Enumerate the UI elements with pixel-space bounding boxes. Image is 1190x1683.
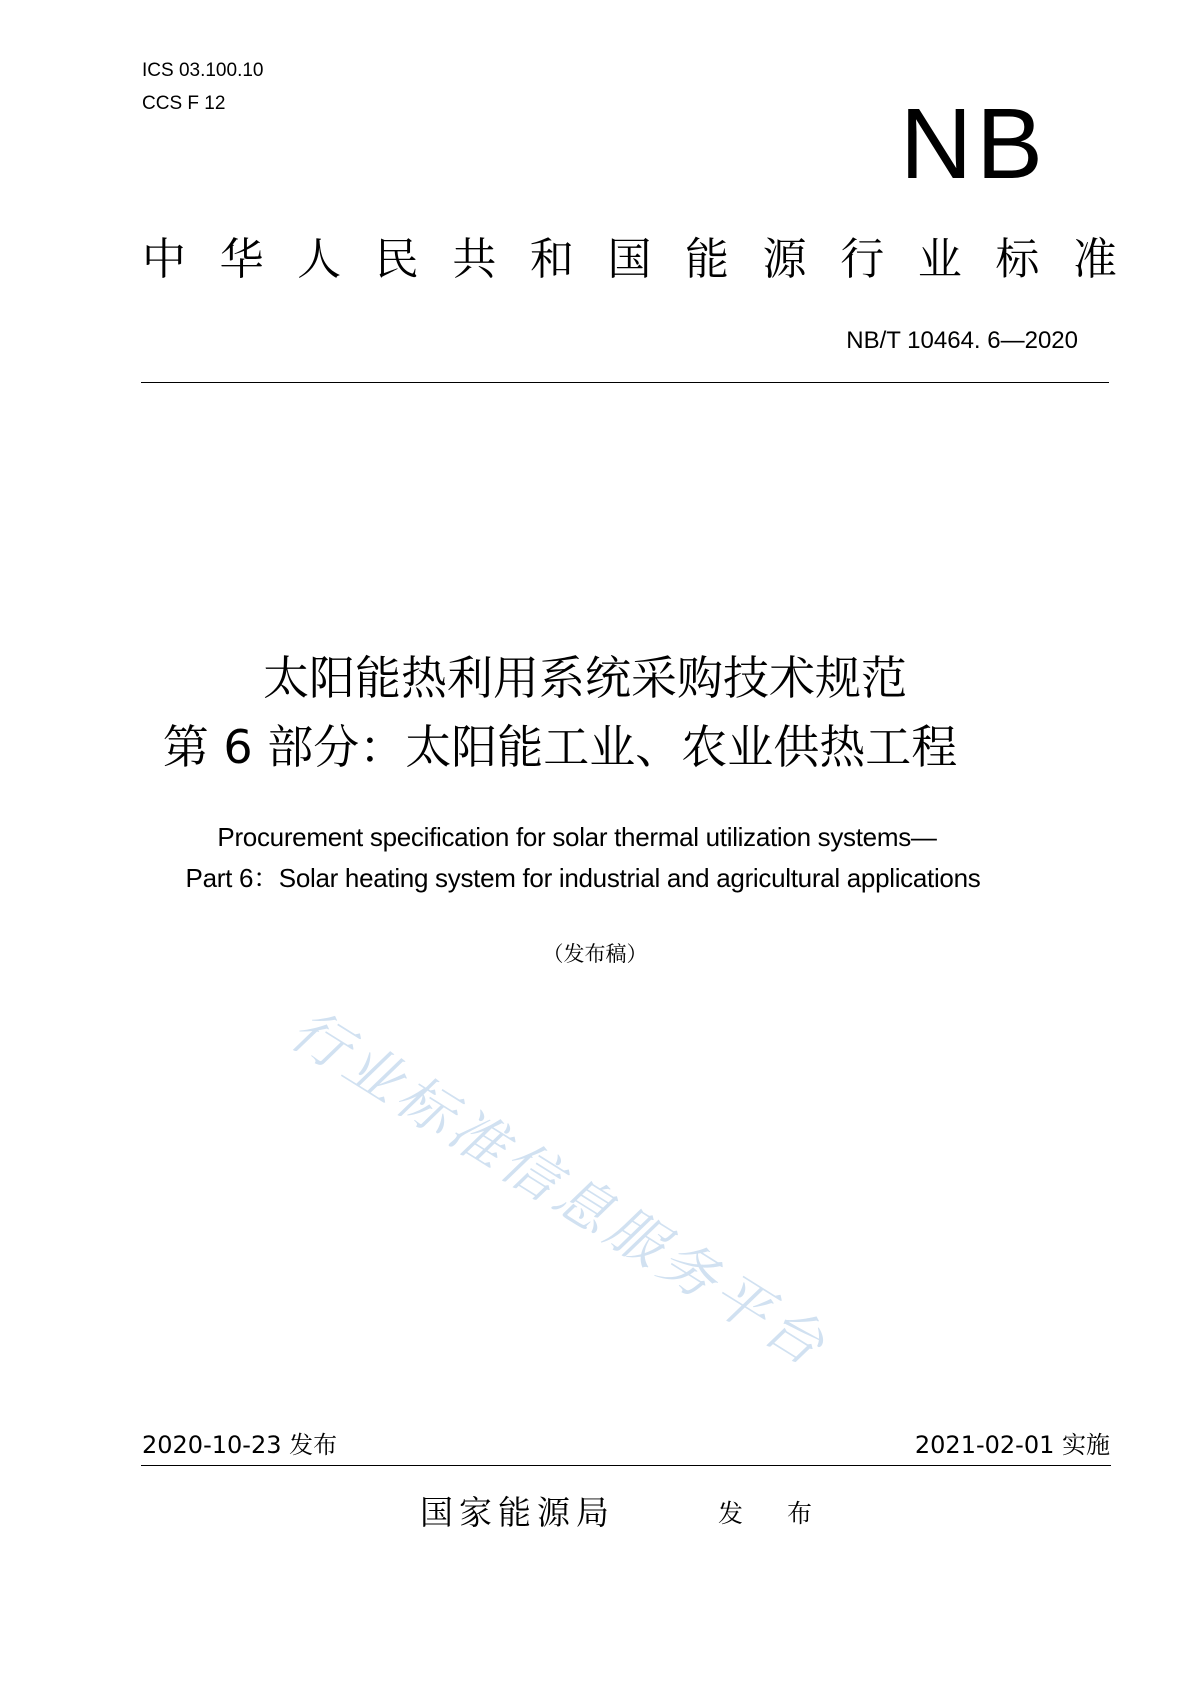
implementation-date: 2021-02-01 实施 bbox=[914, 1431, 1110, 1459]
org-char: 民 bbox=[374, 234, 419, 285]
org-char: 行 bbox=[840, 234, 885, 285]
title-cn-line2: 第 6 部分：太阳能工业、农业供热工程 bbox=[162, 720, 958, 774]
org-char: 华 bbox=[219, 234, 264, 285]
ics-code: ICS 03.100.10 bbox=[142, 60, 264, 81]
org-char: 源 bbox=[762, 234, 807, 285]
org-char: 国 bbox=[607, 234, 652, 285]
org-char: 准 bbox=[1072, 234, 1117, 285]
header-divider bbox=[141, 382, 1109, 383]
ccs-code: CCS F 12 bbox=[142, 93, 226, 114]
org-char: 业 bbox=[917, 234, 962, 285]
org-char: 和 bbox=[529, 234, 574, 285]
issue-date: 2020-10-23 发布 bbox=[142, 1431, 338, 1459]
title-en-line1: Procurement specification for solar thermal utilization systems— bbox=[217, 822, 937, 852]
footer-divider bbox=[141, 1465, 1111, 1466]
standard-number: NB/T 10464. 6—2020 bbox=[846, 327, 1078, 354]
standard-category-heading bbox=[142, 232, 1117, 288]
org-char: 能 bbox=[685, 234, 730, 285]
org-char: 标 bbox=[995, 234, 1040, 285]
title-en-line2: Part 6：Solar heating system for industrial and agricultural applications bbox=[185, 863, 981, 893]
nb-logo: NB bbox=[900, 88, 1047, 200]
draft-stage-label: （发布稿） bbox=[542, 942, 648, 966]
org-char: 人 bbox=[297, 234, 342, 285]
org-char: 共 bbox=[452, 234, 497, 285]
publisher-name: 国家能源局 bbox=[420, 1493, 615, 1532]
watermark: 行业标准信息服务平台 bbox=[279, 997, 840, 1382]
title-cn-line1: 太阳能热利用系统采购技术规范 bbox=[263, 651, 907, 705]
org-char: 中 bbox=[142, 234, 186, 285]
publish-label: 发 布 bbox=[718, 1499, 830, 1528]
